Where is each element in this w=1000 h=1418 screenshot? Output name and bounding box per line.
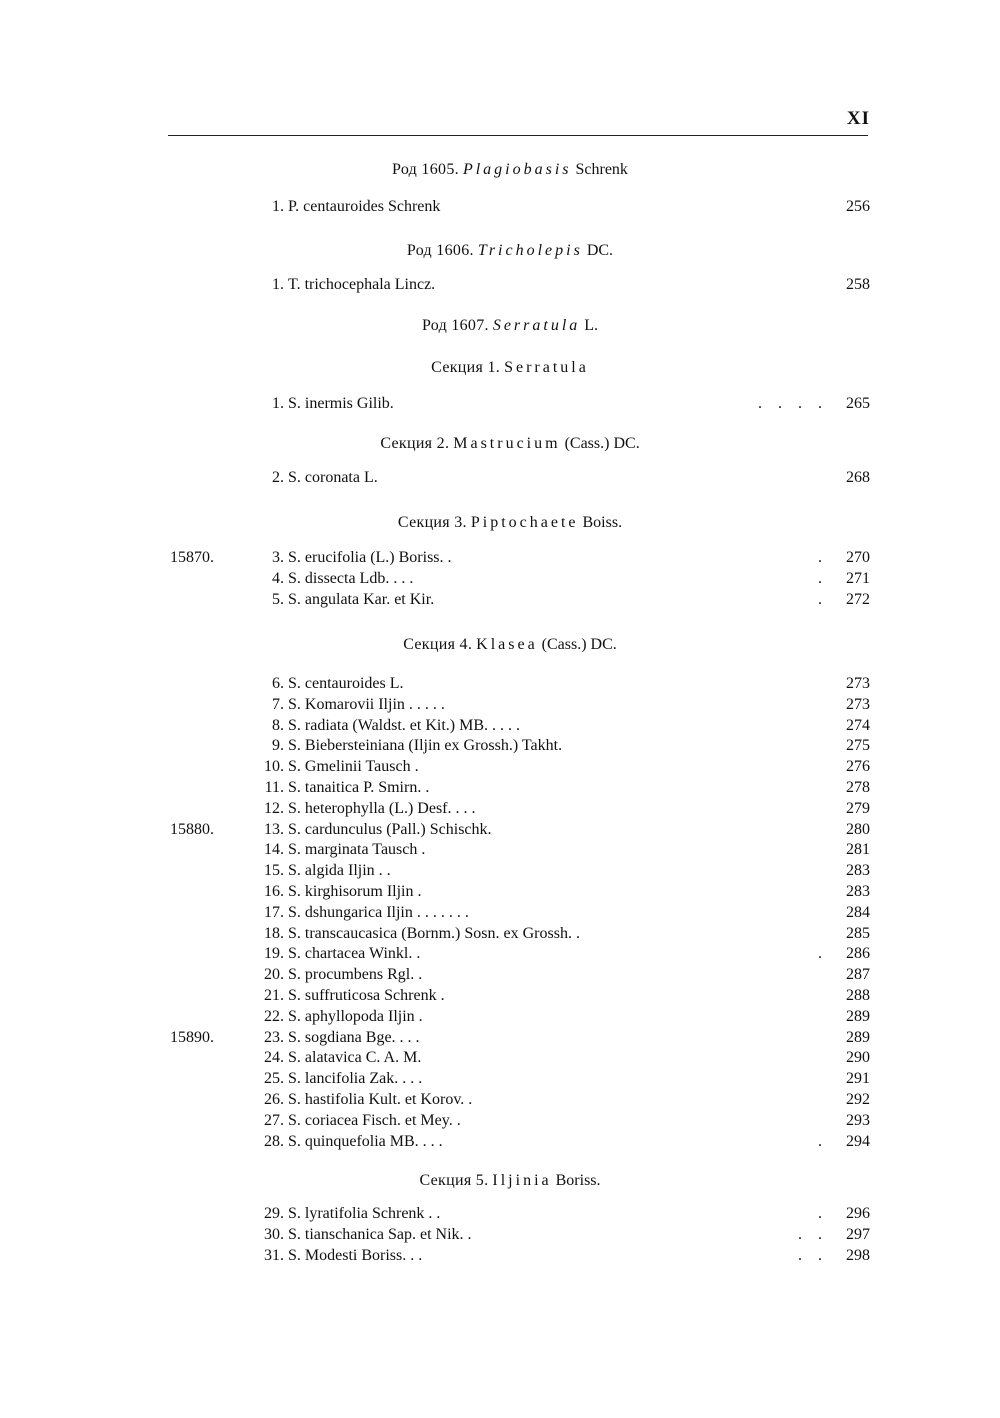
page-number: XI (846, 108, 870, 129)
entry-number: 27. (264, 1111, 284, 1129)
heading-author: Boriss. (555, 1172, 601, 1189)
entry-number: 22. (264, 1007, 284, 1025)
list-item (170, 569, 870, 589)
entry-number: 28. (264, 1132, 284, 1150)
heading-latin-name: Piptochaete (470, 514, 579, 531)
entry-number: 11. (264, 779, 284, 796)
entry-name: S. dissecta Ldb. . . . (288, 569, 414, 587)
entry-leader: . (818, 1205, 828, 1222)
entry-name: P. centauroides Schrenk (288, 198, 441, 215)
list-item (170, 861, 870, 881)
entry-page: 285 (846, 924, 870, 942)
entry-page: 286 (846, 945, 870, 963)
entry-name: S. quinquefolia MB. . . . (288, 1132, 443, 1150)
list-item (170, 944, 870, 964)
entry-name: S. cardunculus (Pall.) Schischk. (288, 820, 492, 838)
entry-page: 273 (846, 675, 870, 692)
heading-latin-name: Mastrucium (453, 435, 561, 452)
entry-page: 281 (846, 841, 870, 859)
list-item (170, 965, 870, 985)
entry-number: 17. (264, 903, 284, 921)
entry-name: S. Komarovii Iljin . . . . . (288, 695, 445, 713)
entry-number: 29. (264, 1205, 284, 1222)
entry-name: S. Biebersteiniana (Iljin ex Grossh.) Takht. (288, 737, 563, 755)
entry-number: 26. (264, 1091, 284, 1108)
heading-label: Секция 1. (431, 359, 501, 376)
section-heading (260, 1171, 760, 1191)
entry-page: 273 (846, 695, 870, 713)
heading-author: Boiss. (582, 514, 623, 531)
entry-page: 289 (846, 1028, 870, 1046)
entry-leader: . (818, 569, 828, 587)
list-item (170, 275, 870, 295)
heading-author: DC. (586, 242, 614, 259)
heading-latin-name: Iljinia (492, 1172, 552, 1189)
heading-latin-name: Serratula (504, 359, 589, 376)
entry-name: S. tianschanica Sap. et Nik. . (288, 1225, 472, 1243)
entry-page: 275 (846, 737, 870, 755)
list-item (170, 1204, 870, 1224)
entry-leader: . (818, 590, 828, 608)
entry-page: 291 (846, 1070, 870, 1088)
section-heading (260, 358, 760, 378)
entry-number: 15. (264, 862, 284, 880)
entry-number: 5. (272, 590, 284, 608)
entry-name: S. transcaucasica (Bornm.) Sosn. ex Grossh. . (288, 924, 580, 942)
entry-number: 18. (264, 924, 284, 942)
entry-name: S. tanaitica P. Smirn. . (288, 779, 430, 796)
entry-page: 288 (846, 987, 870, 1004)
entry-number: 12. (264, 799, 284, 817)
entry-page: 283 (846, 883, 870, 900)
entry-name: T. trichocephala Lincz. (288, 276, 436, 293)
entry-page: 290 (846, 1049, 870, 1067)
list-item (170, 1069, 870, 1089)
entry-number: 20. (264, 966, 284, 984)
entry-number: 19. (264, 945, 284, 963)
entry-number: 3. (272, 549, 284, 566)
list-item (170, 1028, 870, 1048)
entry-number: 23. (264, 1028, 284, 1046)
entry-number: 21. (264, 987, 284, 1004)
list-item (170, 716, 870, 736)
entry-page: 283 (846, 862, 870, 880)
heading-latin-name: Klasea (476, 636, 538, 653)
entry-name: S. angulata Kar. et Kir. (288, 590, 435, 608)
entry-number: 7. (272, 695, 284, 713)
entry-name: S. erucifolia (L.) Boriss. . (288, 549, 452, 566)
entry-page: 289 (846, 1007, 870, 1025)
heading-latin-name: Plagiobasis (462, 161, 572, 178)
entry-number: 10. (264, 758, 284, 776)
entry-name: S. aphyllopoda Iljin . (288, 1007, 423, 1025)
entry-page: 297 (846, 1225, 870, 1243)
entry-page: 296 (846, 1205, 870, 1222)
entry-name: S. suffruticosa Schrenk . (288, 987, 445, 1004)
entry-page: 287 (846, 966, 870, 984)
entry-name: S. marginata Tausch . (288, 841, 426, 859)
entry-name: S. heterophylla (L.) Desf. . . . (288, 799, 476, 817)
list-item (170, 1132, 870, 1152)
heading-author: (Cass.) DC. (564, 435, 640, 452)
entry-page: 268 (846, 469, 870, 486)
list-item (170, 1246, 870, 1266)
heading-label: Род 1605. (392, 161, 459, 178)
list-item (170, 197, 870, 217)
section-heading (260, 635, 760, 655)
section-heading (260, 160, 760, 180)
heading-author: Schrenk (575, 161, 628, 178)
entry-name: S. alatavica C. A. M. (288, 1049, 422, 1067)
heading-latin-name: Tricholepis (477, 242, 583, 259)
entry-name: S. lancifolia Zak. . . . (288, 1070, 423, 1088)
entry-number: 16. (264, 883, 284, 900)
list-item (170, 778, 870, 798)
entry-name: S. sogdiana Bge. . . . (288, 1028, 420, 1046)
heading-label: Род 1606. (406, 242, 474, 259)
entry-page: 258 (846, 276, 870, 293)
entry-name: S. Gmelinii Tausch . (288, 758, 419, 776)
entry-number: 14. (264, 841, 284, 859)
entry-number: 1. (272, 395, 284, 412)
entry-page: 272 (846, 590, 870, 608)
section-heading (260, 241, 760, 261)
entry-number: 8. (272, 716, 284, 734)
entry-page: 279 (846, 799, 870, 817)
entry-leader: . (818, 549, 828, 566)
entry-number: 9. (272, 737, 284, 755)
list-item (170, 840, 870, 860)
heading-label: Род 1607. (421, 317, 489, 334)
entry-leader: . (818, 945, 828, 963)
list-item (170, 1111, 870, 1131)
list-item (170, 757, 870, 777)
list-item (170, 394, 870, 414)
section-heading (260, 434, 760, 454)
entry-leader: . . (798, 1246, 828, 1264)
entry-number: 24. (264, 1049, 284, 1067)
entry-page: 265 (846, 395, 870, 412)
entry-number: 1. (272, 276, 284, 293)
entry-page: 271 (846, 569, 870, 587)
entry-name: S. coronata L. (288, 469, 378, 486)
entry-leader: . . (798, 1225, 828, 1243)
entry-leader: . (818, 1132, 828, 1150)
heading-label: Секция 3. (397, 514, 467, 531)
list-item (170, 548, 870, 568)
entry-name: S. lyratifolia Schrenk . . (288, 1205, 441, 1222)
list-item (170, 986, 870, 1006)
entry-name: S. dshungarica Iljin . . . . . . . (288, 903, 469, 921)
list-item (170, 903, 870, 923)
entry-page: 292 (846, 1091, 870, 1108)
section-heading (260, 513, 760, 533)
entry-leader: . . . . (758, 395, 828, 412)
entry-page: 293 (846, 1111, 870, 1129)
entry-number: 25. (264, 1070, 284, 1088)
entry-page: 276 (846, 758, 870, 776)
entry-page: 278 (846, 779, 870, 796)
heading-label: Секция 2. (380, 435, 450, 452)
entry-number: 31. (264, 1246, 284, 1264)
entry-number: 30. (264, 1225, 284, 1243)
entry-number: 6. (272, 675, 284, 692)
entry-number: 1. (272, 198, 284, 215)
entry-name: S. radiata (Waldst. et Kit.) MB. . . . . (288, 716, 521, 734)
list-item (170, 590, 870, 610)
entry-code: 15890. (170, 1028, 214, 1046)
heading-author: L. (584, 317, 599, 334)
list-item (170, 674, 870, 694)
entry-number: 13. (264, 820, 284, 838)
entry-name: S. procumbens Rgl. . (288, 966, 423, 984)
list-item (170, 468, 870, 488)
list-item (170, 820, 870, 840)
entry-code: 15880. (170, 820, 214, 838)
entry-name: S. inermis Gilib. (288, 395, 394, 412)
entry-name: S. kirghisorum Iljin . (288, 883, 422, 900)
header-rule (168, 135, 868, 136)
entry-name: S. hastifolia Kult. et Korov. . (288, 1091, 473, 1108)
entry-name: S. centauroides L. (288, 675, 404, 692)
heading-latin-name: Serratula (492, 317, 581, 334)
list-item (170, 1225, 870, 1245)
entry-page: 298 (846, 1246, 870, 1264)
list-item (170, 736, 870, 756)
list-item (170, 1048, 870, 1068)
entry-name: S. coriacea Fisch. et Mey. . (288, 1111, 461, 1129)
list-item (170, 695, 870, 715)
entry-name: S. Modesti Boriss. . . (288, 1246, 423, 1264)
entry-name: S. chartacea Winkl. . (288, 945, 421, 963)
entry-page: 274 (846, 716, 870, 734)
heading-author: (Cass.) DC. (541, 636, 617, 653)
entry-number: 4. (272, 569, 284, 587)
section-heading (260, 316, 760, 336)
list-item (170, 1090, 870, 1110)
list-item (170, 799, 870, 819)
entry-page: 284 (846, 903, 870, 921)
entry-page: 256 (846, 198, 870, 215)
list-item (170, 1007, 870, 1027)
list-item (170, 924, 870, 944)
entry-code: 15870. (170, 549, 214, 566)
entry-number: 2. (272, 469, 284, 486)
entry-page: 294 (846, 1132, 870, 1150)
entry-page: 270 (846, 549, 870, 566)
heading-label: Секция 5. (419, 1172, 489, 1189)
heading-label: Секция 4. (403, 636, 473, 653)
list-item (170, 882, 870, 902)
entry-page: 280 (846, 820, 870, 838)
entry-name: S. algida Iljin . . (288, 862, 391, 880)
